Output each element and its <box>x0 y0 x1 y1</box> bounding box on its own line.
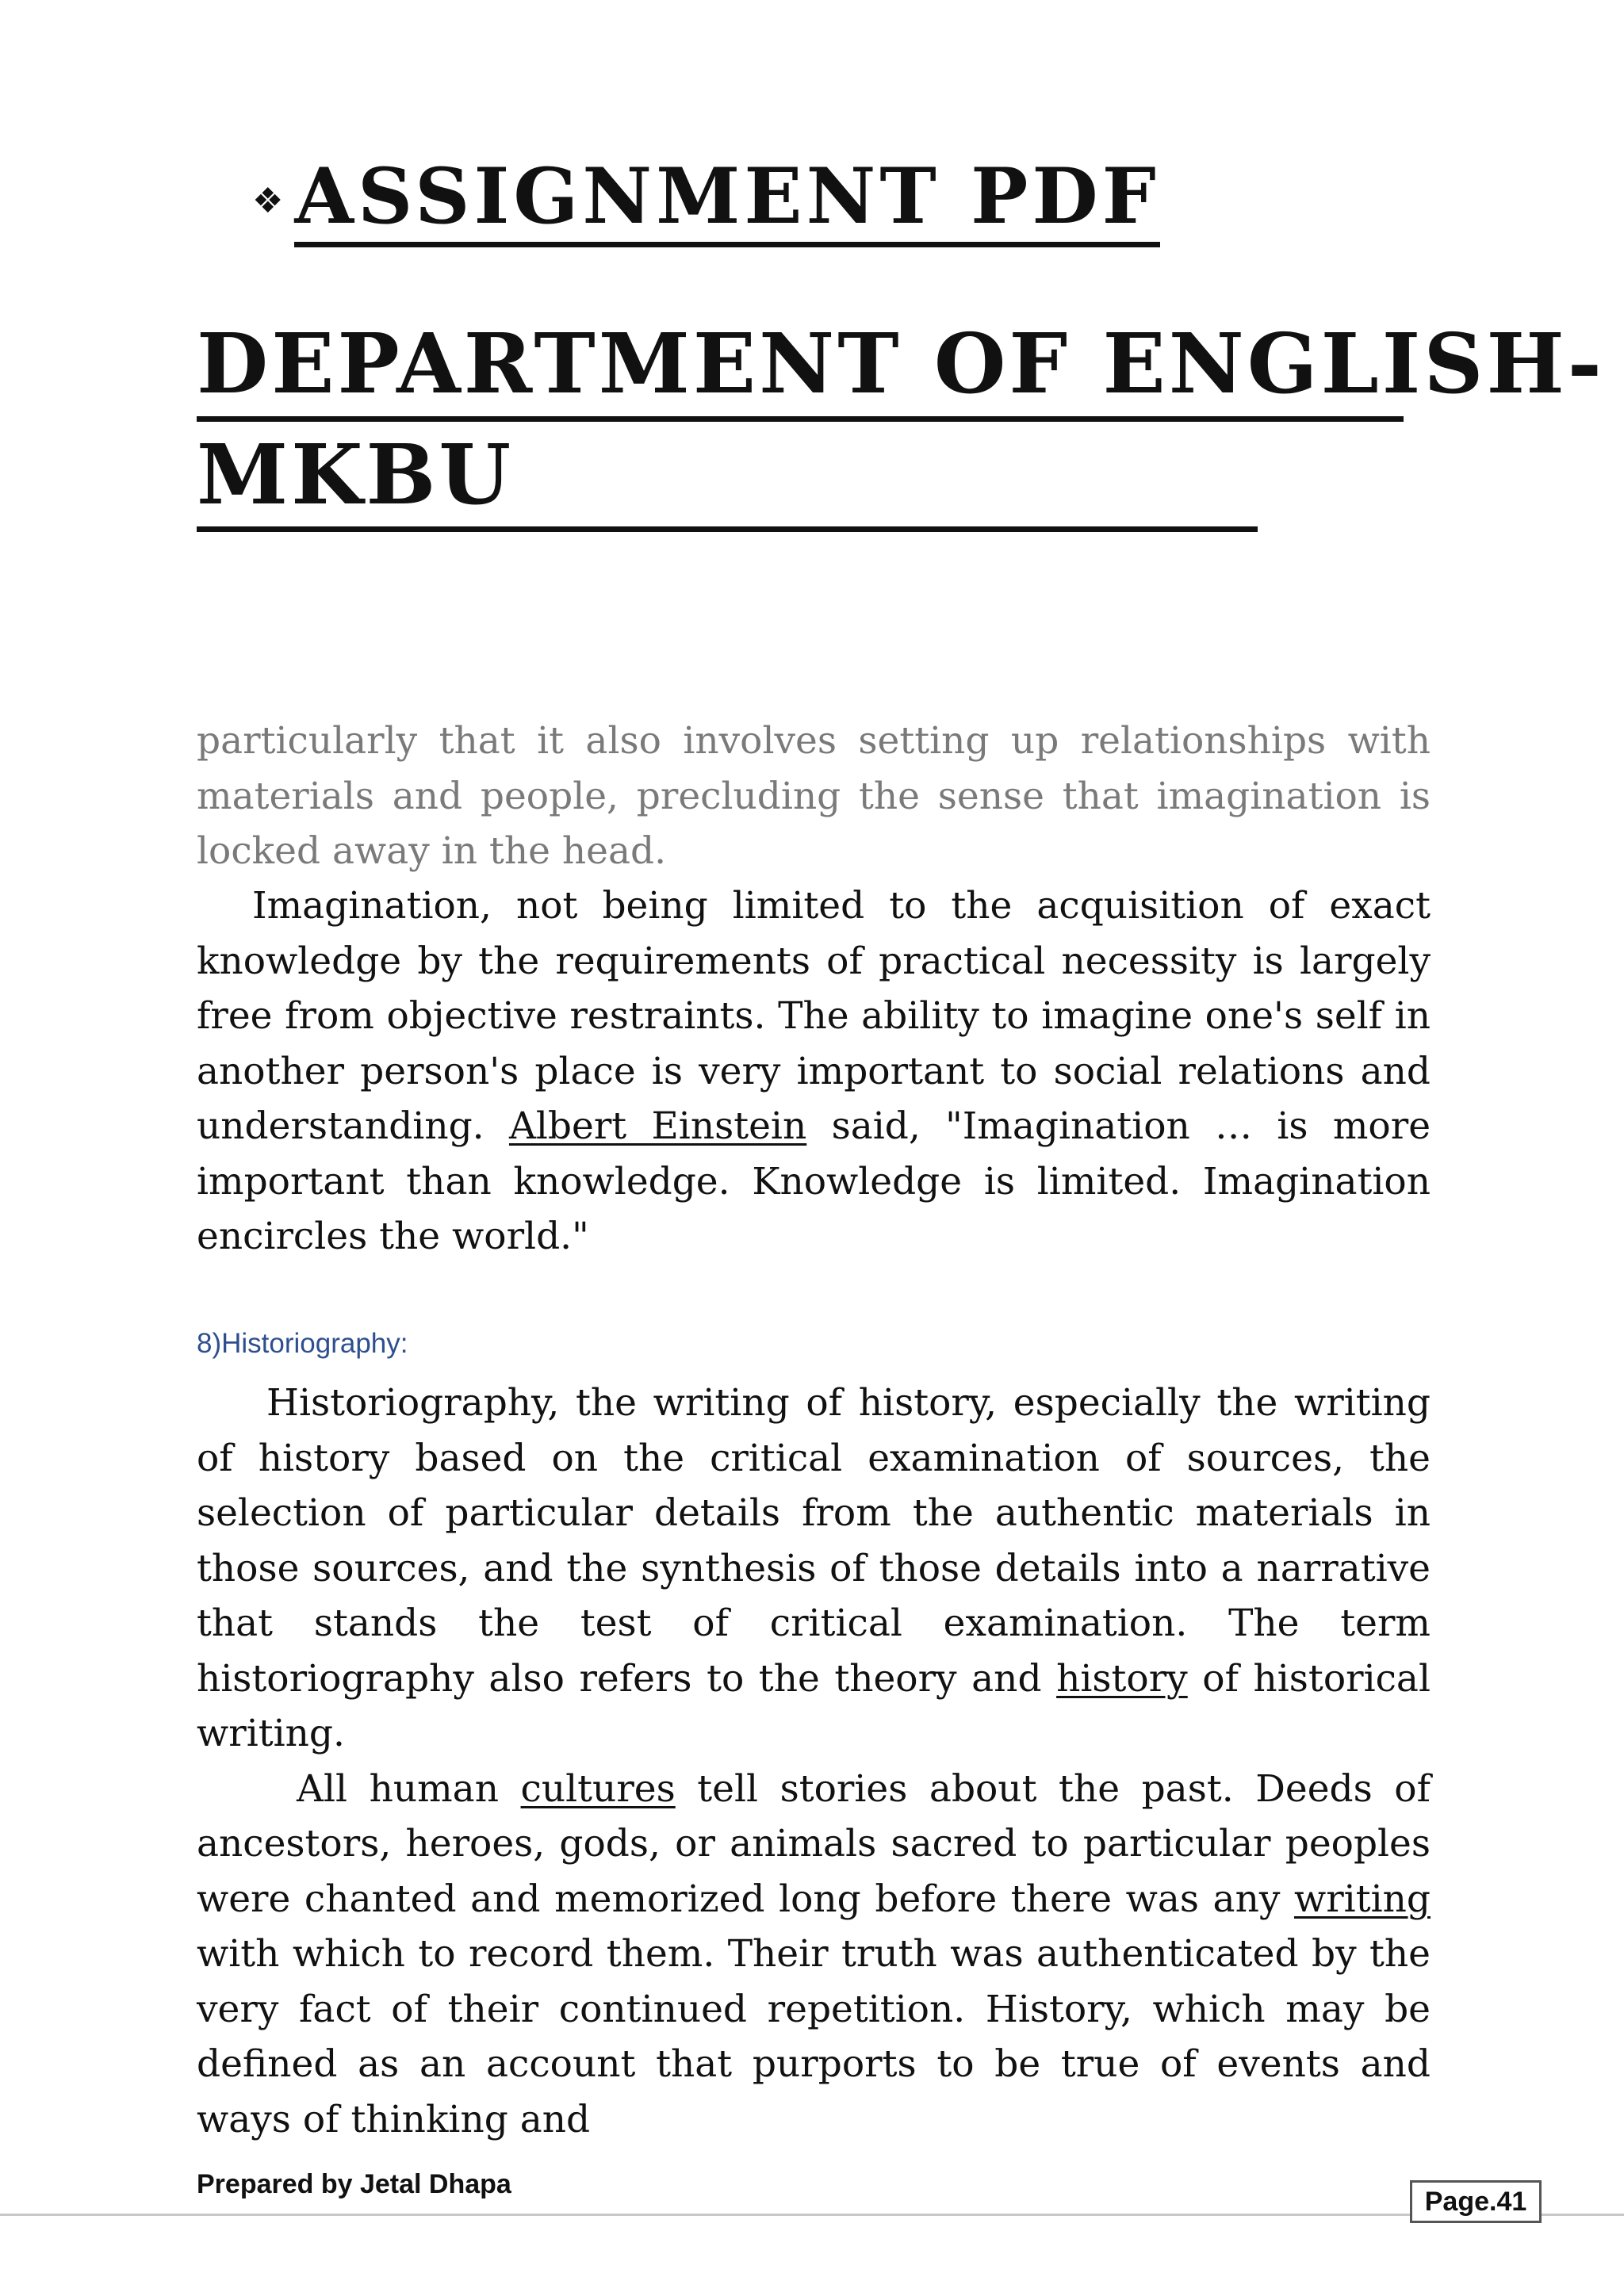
imagination-paragraph <box>197 878 1431 1265</box>
history-link[interactable]: history <box>1056 1656 1188 1701</box>
page-number: Page.41 <box>1410 2180 1542 2223</box>
section-heading-historiography: 8)Historiography: <box>197 1328 408 1359</box>
albert-einstein-link[interactable]: Albert Einstein <box>508 1104 807 1148</box>
imagination-text-after: said, "Imagination … is more important than knowledge. Knowledge is limited. Imagination encircles the world." <box>197 1104 1431 1258</box>
imagination-text <box>197 878 1431 1265</box>
department-line-1: DEPARTMENT OF ENGLISH- <box>197 317 1404 422</box>
footer-divider <box>0 2214 1624 2216</box>
diamond-bullet-icon: ❖ <box>252 180 284 221</box>
department-heading <box>197 315 1605 532</box>
historiography-p2-start: All human <box>297 1766 521 1811</box>
department-line-2: MKBU <box>197 428 1258 533</box>
historiography-p2-middle: tell stories about the past. Deeds of ancestors, heroes, gods, or animals sacred to particular peoples were chanted and memorized long before there was any <box>197 1766 1431 1921</box>
intro-text: particularly that it also involves setting up relationships with materials and people, precluding the sense that imagination is locked away in the head. <box>197 719 1431 873</box>
historiography-p1-text: Historiography, the writing of history, especially the writing of history based on the critical examination of sources, the selection of particular details from the authentic materials in those sources, and the synthesis of those details into a narrative that stands the test of critical examination. The term historiography also refers to the theory and <box>197 1381 1431 1701</box>
historiography-p2-end: with which to record them. Their truth was authenticated by the very fact of their continued repetition. History, which may be defined as an account that purports to be true of events and ways of thinking and <box>197 1932 1431 2141</box>
historiography-section <box>197 1376 1431 2147</box>
writing-link[interactable]: writing <box>1293 1877 1431 1921</box>
historiography-p1-end: of historical writing. <box>197 1656 1431 1755</box>
cultures-link[interactable]: cultures <box>520 1766 676 1811</box>
historiography-paragraph-1 <box>197 1376 1431 1762</box>
historiography-paragraph-2 <box>197 1762 1431 2148</box>
footer-author: Prepared by Jetal Dhapa <box>197 2169 511 2199</box>
intro-paragraph <box>197 714 1431 879</box>
header-title-row <box>252 151 1160 247</box>
assignment-title: ASSIGNMENT PDF <box>294 155 1159 247</box>
imagination-text-before: Imagination, not being limited to the acquisition of exact knowledge by the requirements of practical necessity is largely free from objective restraints. The ability to imagine one's self in another person's place is very important to social relations and understanding. <box>197 884 1431 1148</box>
